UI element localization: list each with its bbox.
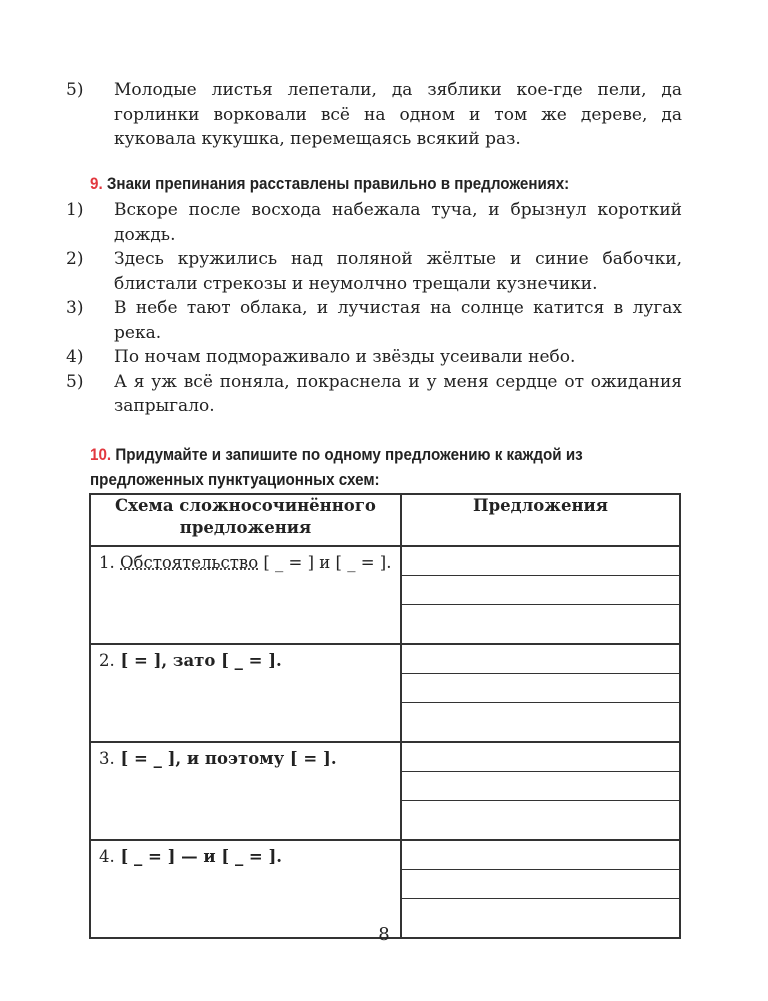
header-sentences: Предложения — [401, 494, 680, 546]
option-text: А я уж всё поняла, покраснела и у меня сердце от ожидания запрыгало. — [114, 371, 682, 416]
row-number: 1. — [99, 553, 115, 572]
row-number: 2. — [99, 651, 115, 670]
scheme-text: [ = ], зато [ _ = ]. — [114, 651, 282, 670]
option-5 — [66, 370, 682, 419]
task-9-heading — [90, 172, 635, 197]
option-number: 2) — [66, 249, 84, 269]
option-1 — [66, 198, 682, 247]
option-text: Здесь кружились над поляной жёлтые и синие бабочки, блистали стрекозы и неумолчно трещали кузнечики. — [114, 249, 682, 294]
scheme-text: [ _ = ] — и [ _ = ]. — [114, 847, 283, 866]
scheme-cell — [90, 742, 401, 840]
page-number: 8 — [378, 924, 390, 945]
previous-item-5 — [66, 78, 682, 152]
task-9-options — [66, 198, 682, 419]
option-text: Вскоре после восхода набежала туча, и брызнул короткий дождь. — [114, 200, 682, 245]
option-number: 5) — [66, 371, 84, 392]
task-title: Знаки препинания расставлены правильно в предложениях: — [106, 175, 570, 193]
task-number: 10. — [90, 446, 112, 464]
item-number: 5) — [66, 80, 84, 100]
schemes-table — [89, 493, 681, 939]
task-number: 9. — [90, 175, 103, 193]
option-text: По ночам подмораживало и звёзды усеивали небо. — [114, 347, 576, 367]
task-title: Придумайте и запишите по одному предложению к каждой из предложенных пунктуационных схем: — [90, 446, 583, 489]
answer-cell[interactable] — [401, 644, 680, 742]
option-number: 3) — [66, 298, 84, 318]
answer-cell[interactable] — [401, 742, 680, 840]
task-10-heading — [90, 443, 635, 493]
answer-cell[interactable] — [401, 546, 680, 644]
option-2 — [66, 247, 682, 296]
header-scheme: Схема сложносочинённого предложения — [90, 494, 401, 546]
scheme-text: [ _ = ] и [ _ = ]. — [258, 553, 392, 572]
scheme-word: Обстоятельство — [120, 553, 259, 572]
scheme-cell — [90, 644, 401, 742]
scheme-text: [ = _ ], и поэтому [ = ]. — [114, 749, 337, 768]
option-text: В небе тают облака, и лучистая на солнце катится в лугах река. — [114, 298, 682, 343]
row-number: 4. — [99, 847, 115, 866]
item-text: Молодые листья лепетали, да зяблики кое-где пели, да горлинки ворковали всё на одном и том же дереве, да куковала кукушка, перемещаясь всякий раз. — [114, 80, 682, 149]
option-number: 4) — [66, 347, 84, 367]
option-3 — [66, 296, 682, 345]
table-row — [90, 742, 680, 840]
scheme-cell — [90, 546, 401, 644]
table-row — [90, 644, 680, 742]
table-row — [90, 546, 680, 644]
option-number: 1) — [66, 200, 84, 220]
row-number: 3. — [99, 749, 115, 768]
option-4 — [66, 345, 682, 370]
